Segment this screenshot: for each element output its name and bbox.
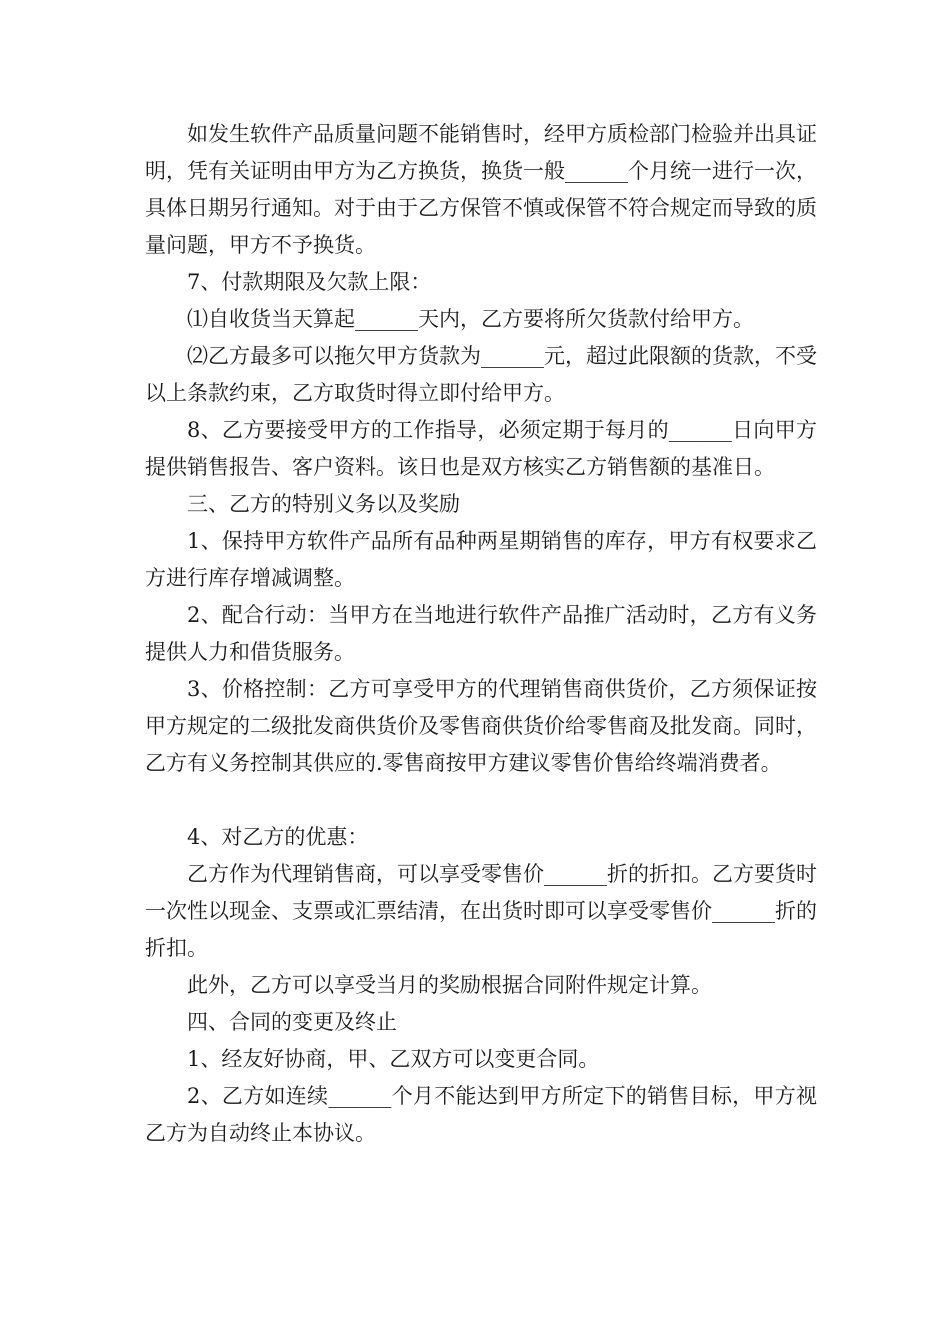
- paragraph-bonus: 此外，乙方可以享受当月的奖励根据合同附件规定计算。: [187, 973, 712, 997]
- blank-line: [145, 782, 817, 819]
- paragraph-replacement-terms: 如发生软件产品质量问题不能销售时，经甲方质检部门检验并出具证明，凭有关证明由甲方为乙方换货，换货一般______个月统一进行一次，具体日期另行通知。对于由于乙方保管不慎或保管不符合规定而导致的质量问题，甲方不予换货。: [145, 122, 817, 257]
- paragraph-change-by-agreement: 1、经友好协商，甲、乙双方可以变更合同。: [187, 1047, 600, 1071]
- paragraph-price-control: 3、价格控制：乙方可享受甲方的代理销售商供货价，乙方须保证按甲方规定的二级批发商供货价及零售商供货价给零售商及批发商。同时，乙方有义务控制其供应的.零售商按甲方建议零售价售给终端消费者。: [145, 677, 817, 775]
- paragraph-termination: 2、乙方如连续______个月不能达到甲方所定下的销售目标，甲方视乙方为自动终止本协议。: [145, 1084, 817, 1145]
- paragraph-payment-days: ⑴自收货当天算起______天内，乙方要将所欠货款付给甲方。: [187, 307, 754, 331]
- section-heading-changes: 四、合同的变更及终止: [187, 1010, 397, 1034]
- paragraph-payment-heading: 7、付款期限及欠款上限：: [187, 270, 432, 294]
- paragraph-discount-terms: 乙方作为代理销售商，可以享受零售价______折的折扣。乙方要货时一次性以现金、支票或汇票结清，在出货时即可以享受零售价______折的折扣。: [145, 862, 817, 960]
- contract-body: [145, 116, 817, 1152]
- paragraph-credit-limit: ⑵乙方最多可以拖欠甲方货款为______元，超过此限额的货款，不受以上条款约束，乙方取货时得立即付给甲方。: [145, 344, 817, 405]
- paragraph-discount-heading: 4、对乙方的优惠：: [187, 825, 369, 849]
- paragraph-inventory: 1、保持甲方软件产品所有品种两星期销售的库存，甲方有权要求乙方进行库存增减调整。: [145, 529, 817, 590]
- section-heading-special-duties: 三、乙方的特别义务以及奖励: [187, 492, 460, 516]
- paragraph-sales-report: 8、乙方要接受甲方的工作指导，必须定期于每月的______日向甲方提供销售报告、客户资料。该日也是双方核实乙方销售额的基准日。: [145, 418, 817, 479]
- paragraph-cooperation: 2、配合行动：当甲方在当地进行软件产品推广活动时，乙方有义务提供人力和借货服务。: [145, 603, 817, 664]
